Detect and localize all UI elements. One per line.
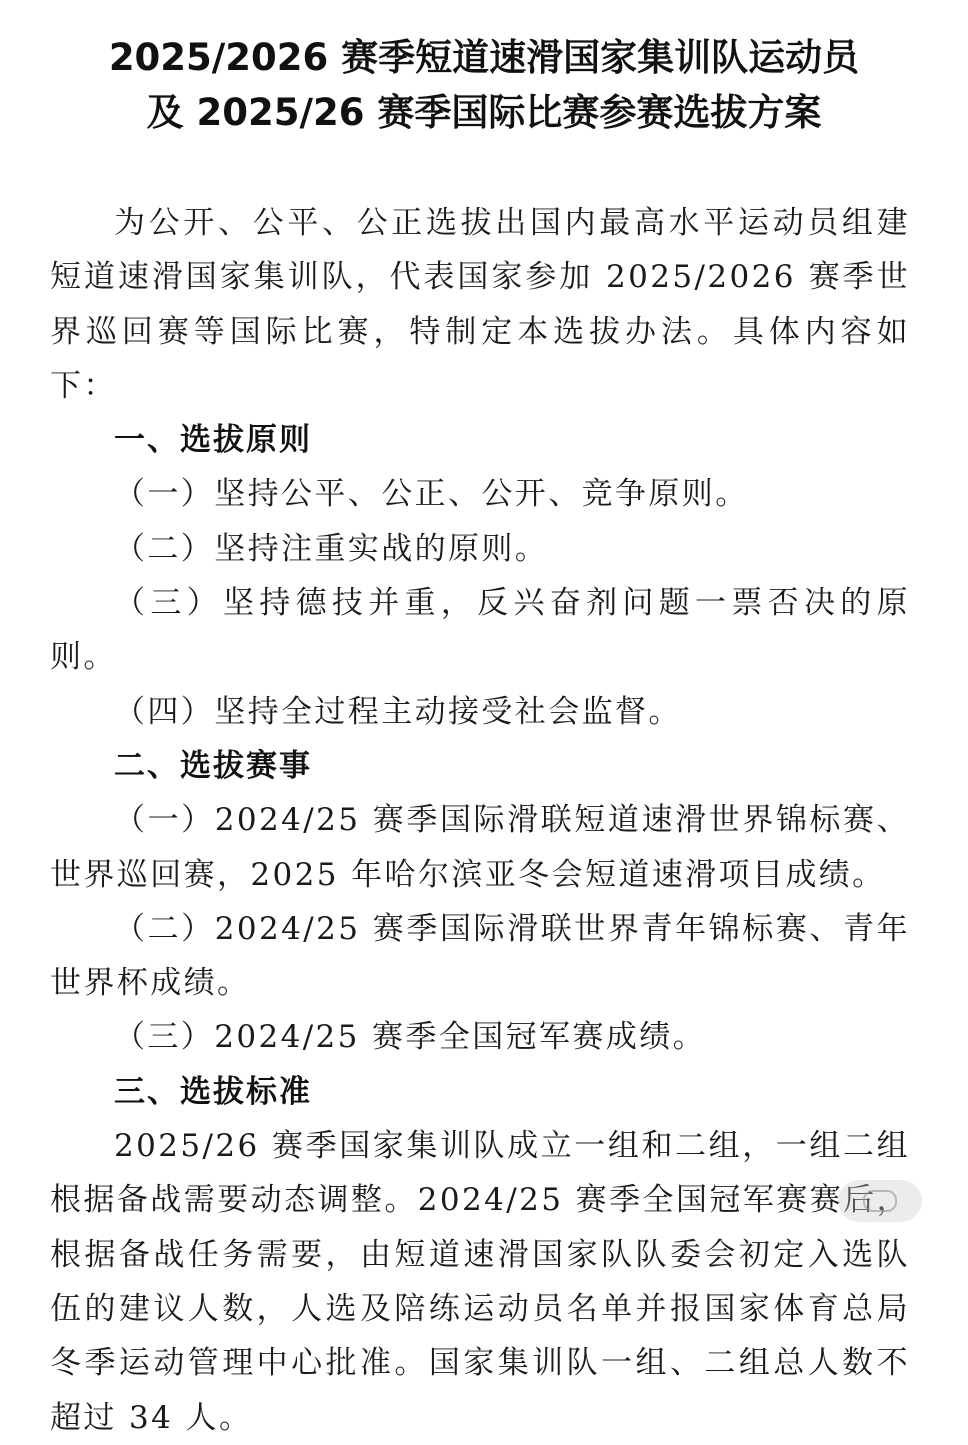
section-1-item-1: （一）坚持公平、公正、公开、竞争原则。 xyxy=(114,476,749,513)
section-2-item-1: （一）2024/25 赛季国际滑联短道速滑世界锦标赛、世界巡回赛，2025 年哈尔滨亚冬会短道速滑项目成绩。 xyxy=(50,802,910,893)
section-1-item-4: （四）坚持全过程主动接受社会监督。 xyxy=(114,693,682,730)
section-3-paragraph: 2025/26 赛季国家集训队成立一组和二组，一组二组根据备战需要动态调整。2024/25 赛季全国冠军赛赛后，根据备战任务需要，由短道速滑国家队队委会初定入选队伍的建议人数，人选及陪练运动员名单并报国家体育总局冬季运动管理中心批准。国家集训队一组、二组总人数不超过 34 人。 xyxy=(50,1128,910,1436)
document-title-line-1: 2025/2026 赛季短道速滑国家集训队运动员 xyxy=(108,36,860,79)
section-1-item-3: （三）坚持德技并重，反兴奋剂问题一票否决的原则。 xyxy=(50,585,910,676)
watermark-badge xyxy=(838,1180,922,1222)
section-1-item-2: （二）坚持注重实战的原则。 xyxy=(114,530,549,567)
document-body xyxy=(50,196,910,1445)
document-title-line-2: 及 2025/26 赛季国际比赛参赛选拔方案 xyxy=(146,91,822,134)
section-1-heading: 一、选拔原则 xyxy=(114,422,312,459)
section-3-heading: 三、选拔标准 xyxy=(114,1073,312,1110)
section-2-item-2: （二）2024/25 赛季国际滑联世界青年锦标赛、青年世界杯成绩。 xyxy=(50,910,910,1002)
section-2-item-3: （三）2024/25 赛季全国冠军赛成绩。 xyxy=(114,1019,707,1056)
section-2-heading: 二、选拔赛事 xyxy=(114,747,312,784)
watermark-icon xyxy=(863,1190,897,1212)
intro-paragraph: 为公开、公平、公正选拔出国内最高水平运动员组建短道速滑国家集训队，代表国家参加 2025/2026 赛季世界巡回赛等国际比赛，特制定本选拔办法。具体内容如下： xyxy=(50,205,910,404)
